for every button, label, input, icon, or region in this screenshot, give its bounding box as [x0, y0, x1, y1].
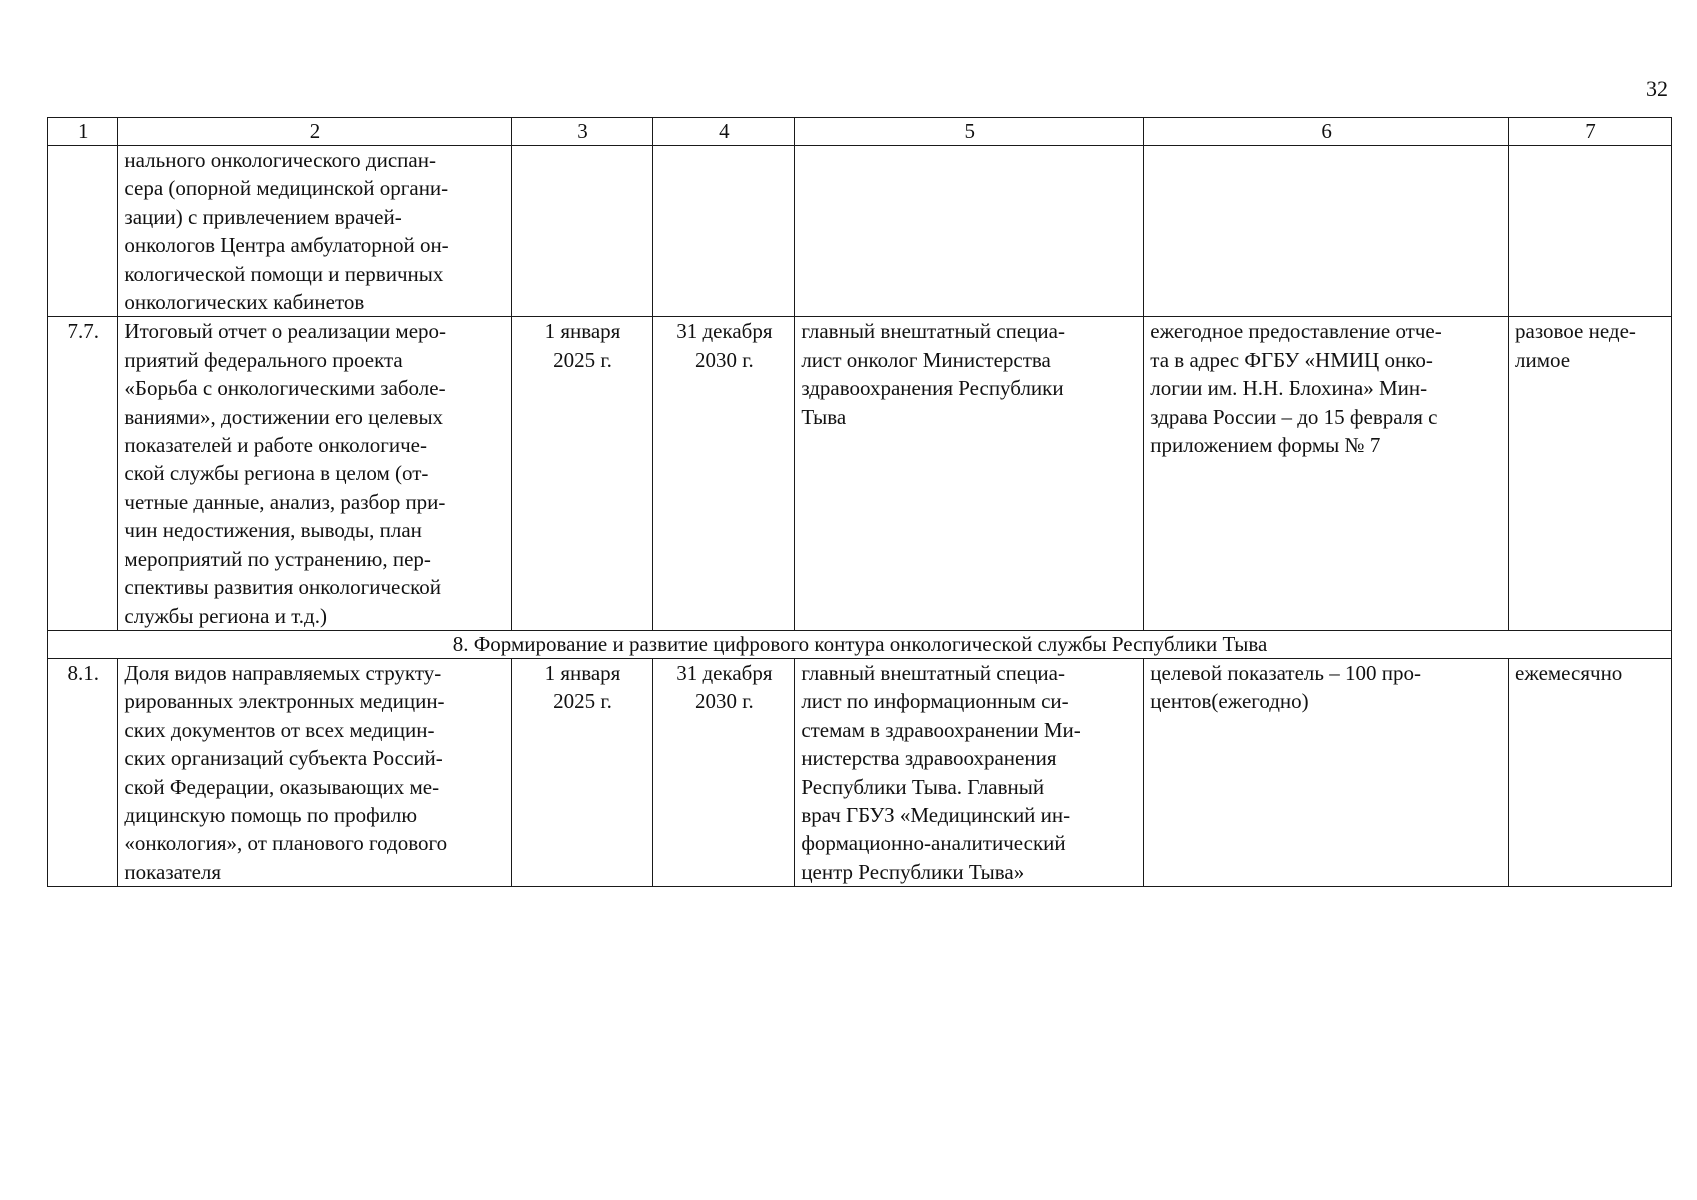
table-row [48, 146, 1672, 317]
description-line: чин недостижения, выводы, план [124, 518, 422, 543]
description-line: онкологических кабинетов [124, 290, 365, 315]
description-line: показателей и работе онкологиче- [124, 433, 427, 458]
start-date-day: 1 января [544, 660, 621, 685]
measure-description [118, 317, 511, 630]
responsible-line: врач ГБУЗ «Медицинский ин- [801, 802, 1071, 827]
section-row [48, 630, 1672, 658]
responsible [795, 317, 1144, 630]
start-date-year: 2025 г. [553, 347, 612, 372]
responsible-line: центр Республики Тыва» [801, 859, 1025, 884]
header-col-3: 3 [511, 118, 653, 146]
row-number: 8.1. [48, 658, 118, 886]
header-col-2: 2 [118, 118, 511, 146]
end-date-day: 31 декабря [676, 660, 773, 685]
description-line: рированных электронных медицин- [124, 689, 445, 714]
frequency [1509, 658, 1672, 886]
result-line: логии им. Н.Н. Блохина» Мин- [1150, 376, 1428, 401]
description-line: дицинскую помощь по профилю [124, 802, 418, 827]
header-col-1: 1 [48, 118, 118, 146]
end-date [653, 317, 795, 630]
start-date [511, 317, 653, 630]
header-col-6: 6 [1144, 118, 1509, 146]
expected-result [1144, 658, 1509, 886]
frequency-line: разовое неде- [1515, 319, 1636, 344]
row-number: 7.7. [48, 317, 118, 630]
header-col-5: 5 [795, 118, 1144, 146]
responsible [795, 658, 1144, 886]
plan-table [47, 117, 1672, 887]
start-date-day: 1 января [544, 319, 621, 344]
frequency-line: лимое [1515, 347, 1571, 372]
description-line: ских организаций субъекта Россий- [124, 746, 443, 771]
page-number: 32 [1646, 76, 1668, 101]
result-line: ежегодное предоставление отче- [1150, 319, 1442, 344]
end-date-day: 31 декабря [676, 319, 773, 344]
result-line: та в адрес ФГБУ «НМИЦ онко- [1150, 347, 1433, 372]
row-number [48, 146, 118, 317]
header-col-7: 7 [1509, 118, 1672, 146]
header-col-4: 4 [653, 118, 795, 146]
description-line: ских документов от всех медицин- [124, 717, 435, 742]
frequency-line: ежемесячно [1515, 660, 1623, 685]
end-date [653, 146, 795, 317]
description-line: Доля видов направляемых структу- [124, 660, 442, 685]
description-line: онкологов Центра амбулаторной он- [124, 233, 449, 258]
table-row [48, 658, 1672, 886]
responsible-line: лист онколог Министерства [801, 347, 1051, 372]
measure-description [118, 658, 511, 886]
responsible-line: главный внештатный специа- [801, 660, 1065, 685]
result-line: целевой показатель – 100 про- [1150, 660, 1421, 685]
description-line: приятий федерального проекта [124, 347, 403, 372]
description-line: спективы развития онкологической [124, 575, 442, 600]
responsible-line: Республики Тыва. Главный [801, 774, 1045, 799]
table-row [48, 317, 1672, 630]
description-line: четные данные, анализ, разбор при- [124, 489, 446, 514]
description-line: Итоговый отчет о реализации меро- [124, 319, 447, 344]
description-line: сера (опорной медицинской органи- [124, 176, 449, 201]
responsible [795, 146, 1144, 317]
start-date [511, 146, 653, 317]
frequency [1509, 317, 1672, 630]
description-line: ской службы региона в целом (от- [124, 461, 429, 486]
result-line: здрава России – до 15 февраля с [1150, 404, 1438, 429]
responsible-line: лист по информационным си- [801, 689, 1069, 714]
frequency [1509, 146, 1672, 317]
responsible-line: здравоохранения Республики [801, 376, 1064, 401]
description-line: «онкология», от планового годового [124, 831, 448, 856]
measure-description [118, 146, 511, 317]
description-line: ской Федерации, оказывающих ме- [124, 774, 440, 799]
end-date [653, 658, 795, 886]
header-row [48, 118, 1672, 146]
responsible-line: Тыва [801, 404, 847, 429]
description-line: нального онкологического диспан- [124, 148, 436, 172]
result-line: центов(ежегодно) [1150, 689, 1309, 714]
expected-result [1144, 146, 1509, 317]
start-date-year: 2025 г. [553, 689, 612, 714]
description-line: «Борьба с онкологическими заболе- [124, 376, 446, 401]
description-line: мероприятий по устранению, пер- [124, 546, 431, 571]
end-date-year: 2030 г. [694, 689, 754, 714]
section-title: 8. Формирование и развитие цифрового контура онкологической службы Республики Тыва [48, 630, 1672, 658]
responsible-line: нистерства здравоохранения [801, 746, 1057, 771]
responsible-line: стемам в здравоохранении Ми- [801, 717, 1081, 742]
description-line: кологической помощи и первичных [124, 261, 444, 286]
responsible-line: главный внештатный специа- [801, 319, 1065, 344]
responsible-line: формационно-аналитический [801, 831, 1066, 856]
end-date-year: 2030 г. [694, 347, 754, 372]
expected-result [1144, 317, 1509, 630]
result-line: приложением формы № 7 [1150, 433, 1381, 458]
description-line: службы региона и т.д.) [124, 603, 327, 628]
description-line: ваниями», достижении его целевых [124, 404, 444, 429]
description-line: зации) с привлечением врачей- [124, 204, 402, 229]
start-date [511, 658, 653, 886]
description-line: показателя [124, 859, 222, 884]
